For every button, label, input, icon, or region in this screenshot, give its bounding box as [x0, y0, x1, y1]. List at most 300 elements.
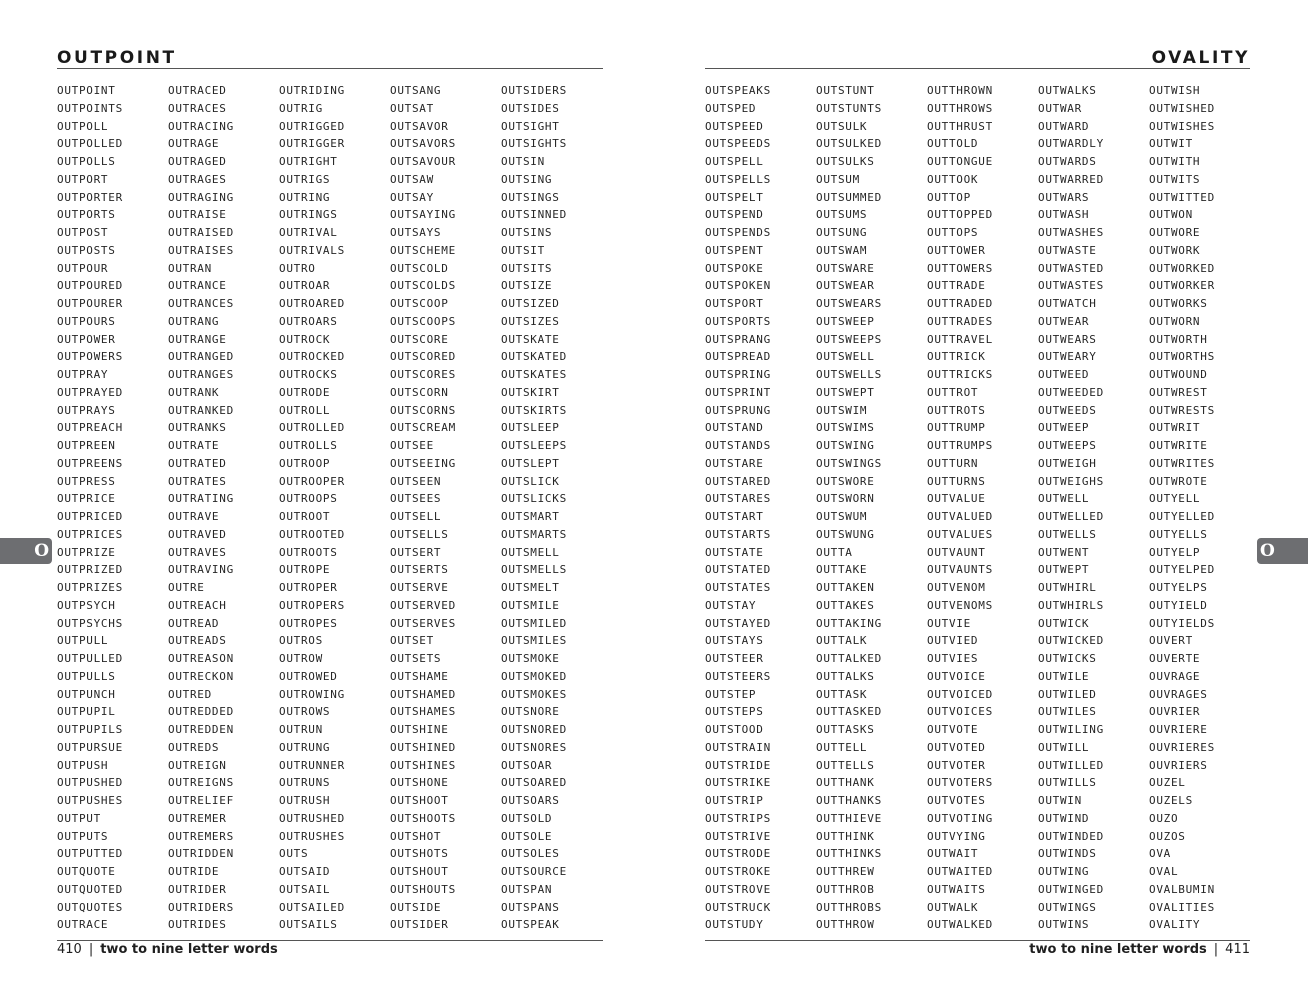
word-entry: OUTRANG — [168, 314, 220, 328]
word-entry: OUTSWELL — [816, 350, 875, 364]
word-entry: OUTWALKED — [927, 918, 993, 932]
page-header: OVALITY — [1151, 48, 1250, 68]
word-entry: OUTRANKS — [168, 421, 227, 435]
word-entry: OUTSMOKE — [501, 652, 560, 665]
word-entry: OUTREIGN — [168, 758, 227, 772]
word-entry: OUTSNORES — [501, 740, 567, 754]
word-entry: OUTTHANK — [816, 776, 875, 790]
word-entry: OUTSIZES — [501, 314, 560, 328]
word-entry: OUTSKIRT — [501, 385, 560, 399]
word-entry: OUTSERVES — [390, 616, 456, 630]
word-entry: OUTTRADES — [927, 314, 993, 328]
word-entry: OUTTROT — [927, 385, 979, 399]
word-entry: OUTVOTER — [927, 758, 986, 772]
word-entry: OUTROCK — [279, 332, 331, 346]
word-entry: OUTSPEED — [705, 119, 764, 133]
word-entry: OUTSCOOP — [390, 297, 449, 310]
word-entry: OUTSPENT — [705, 243, 764, 257]
word-entry: OUTREIGNS — [168, 776, 234, 790]
word-entry: OUTROLL — [279, 403, 331, 417]
word-column — [390, 82, 501, 934]
word-entry: OUTTHROWN — [927, 84, 993, 97]
right-page — [654, 0, 1308, 1000]
word-entry: OUTYELP — [1149, 545, 1201, 559]
word-entry: OUTSINGS — [501, 190, 560, 204]
word-entry: OUTROW — [279, 652, 323, 665]
word-entry: OUTSCHEME — [390, 243, 456, 257]
word-entry: OUTSEEING — [390, 456, 456, 470]
word-entry: OUTSITS — [501, 261, 553, 275]
word-entry: OUTPUPIL — [57, 705, 116, 719]
letter-tab-label: O — [34, 541, 49, 561]
word-entry: OUTSET — [390, 634, 434, 648]
word-entry: OUTSTEER — [705, 652, 764, 665]
word-entry: OUTQUOTES — [57, 900, 123, 914]
word-entry: OUTTHROB — [816, 882, 875, 896]
word-entry: OUTWORKED — [1149, 261, 1215, 275]
word-entry: OUTROWING — [279, 687, 345, 701]
word-entry: OUTTALKED — [816, 652, 882, 665]
word-entry: OUTTOLD — [927, 137, 979, 151]
word-entry: OUTVIE — [927, 616, 971, 630]
word-entry: OUTRUNG — [279, 740, 331, 754]
word-entry: OUTWISH — [1149, 84, 1201, 97]
word-entry: OUTYIELDS — [1149, 616, 1215, 630]
word-entry: OUTQUOTED — [57, 882, 123, 896]
word-entry: OUTSNORED — [501, 723, 567, 736]
word-entry: OUTWORTH — [1149, 332, 1208, 346]
word-entry: OUTTONGUE — [927, 155, 993, 168]
word-entry: OUTWORKS — [1149, 297, 1208, 310]
word-entry: OUTSLEEPS — [501, 439, 567, 452]
word-entry: OUTWON — [1149, 208, 1193, 222]
word-column — [816, 82, 927, 934]
word-entry: OUTTRADED — [927, 297, 993, 310]
word-entry: OUTTHROW — [816, 918, 875, 932]
word-entry: OUTSWEARS — [816, 297, 882, 310]
header-rule — [57, 68, 603, 69]
word-entry: OUTSTROKE — [705, 865, 771, 878]
word-entry: OUTRUSH — [279, 794, 331, 807]
word-entry: OUTSERVED — [390, 598, 456, 612]
word-entry: OUTSOARS — [501, 794, 560, 807]
word-entry: OUTSELL — [390, 510, 442, 523]
word-entry: OUTWEIGH — [1038, 456, 1097, 470]
word-column — [168, 82, 279, 934]
word-entry: OUTROOP — [279, 456, 331, 470]
word-entry: OUTSWORE — [816, 474, 875, 488]
word-entry: OUTYELL — [1149, 492, 1201, 506]
word-entry: OUTRATED — [168, 456, 227, 470]
word-entry: OUTSWIM — [816, 403, 868, 417]
word-entry: OUTRODE — [279, 385, 331, 399]
word-entry: OUTRATE — [168, 439, 220, 452]
word-entry: OUTRIGGER — [279, 137, 345, 151]
word-entry: OUTRAVE — [168, 510, 220, 523]
word-entry: OUTWHIRLS — [1038, 598, 1104, 612]
word-entry: OUTTOPPED — [927, 208, 993, 222]
word-entry: OUTSING — [501, 172, 553, 186]
word-entry: OUTVYING — [927, 829, 986, 843]
word-entry: OUTWASTE — [1038, 243, 1097, 257]
word-entry: OUTWATCH — [1038, 297, 1097, 310]
word-entry: OUTPRIZES — [57, 581, 123, 594]
word-entry: OUTWAITED — [927, 865, 993, 878]
word-entry: OUTWELL — [1038, 492, 1090, 506]
word-entry: OUTWRITE — [1149, 439, 1208, 452]
word-entry: OUTWINDS — [1038, 847, 1097, 861]
word-entry: OUTRIGGED — [279, 119, 345, 133]
word-entry: OUVERT — [1149, 634, 1193, 648]
word-entry: OUZEL — [1149, 776, 1186, 790]
word-entry: OUTTELLS — [816, 758, 875, 772]
word-entry: OUVRIERS — [1149, 758, 1208, 772]
word-entry: OUTSLEEP — [501, 421, 560, 435]
word-entry: OUTSUMS — [816, 208, 868, 222]
word-entry: OUTSTATE — [705, 545, 764, 559]
word-entry: OUTRAGED — [168, 155, 227, 168]
word-entry: OUTWEED — [1038, 368, 1090, 381]
letter-tab — [1257, 538, 1308, 564]
word-entry: OUTWIND — [1038, 811, 1090, 825]
word-entry: OVALITY — [1149, 918, 1201, 932]
word-entry: OUTSTRIVE — [705, 829, 771, 843]
word-entry: OUTRANGED — [168, 350, 234, 364]
word-entry: OUTPRAY — [57, 368, 109, 381]
word-entry: OUTRANK — [168, 385, 220, 399]
word-entry: OUTWORE — [1149, 226, 1201, 239]
word-entry: OUTVALUE — [927, 492, 986, 506]
word-entry: OUZOS — [1149, 829, 1186, 843]
word-entry: OUTSERVE — [390, 581, 449, 594]
word-entry: OUTPOURS — [57, 314, 116, 328]
word-entry: OUTSTRIKE — [705, 776, 771, 790]
word-entry: OUTSTEPS — [705, 705, 764, 719]
header-rule — [705, 68, 1250, 69]
word-entry: OUTWARDS — [1038, 155, 1097, 168]
word-entry: OUTSTRUCK — [705, 900, 771, 914]
footer-rule — [705, 940, 1250, 941]
word-entry: OUTRIG — [279, 101, 323, 115]
word-entry: OUTPOWERS — [57, 350, 123, 364]
word-entry: OUTSTRIP — [705, 794, 764, 807]
word-entry: OUTREDDEN — [168, 723, 234, 736]
word-entry: OUTS — [279, 847, 309, 861]
word-entry: OUTPULL — [57, 634, 109, 648]
word-entry: OUTRUNNER — [279, 758, 345, 772]
word-entry: OUTWICK — [1038, 616, 1090, 630]
word-entry: OUTSOAR — [501, 758, 553, 772]
word-entry: OUTVOTING — [927, 811, 993, 825]
word-entry: OUTPUSHED — [57, 776, 123, 790]
word-entry: OUTWARS — [1038, 190, 1090, 204]
word-entry: OUTRUN — [279, 723, 323, 736]
word-entry: OUTPOINTS — [57, 101, 123, 115]
word-entry: OUTSTATES — [705, 581, 771, 594]
word-entry: OUTRING — [279, 190, 331, 204]
word-entry: OUTRELIEF — [168, 794, 234, 807]
word-entry: OUTROARED — [279, 297, 345, 310]
word-entry: OUTROCKED — [279, 350, 345, 364]
word-entry: OUTSPEEDS — [705, 137, 771, 151]
word-entry: OUTSHAMES — [390, 705, 456, 719]
word-entry: OUTSCREAM — [390, 421, 456, 435]
word-entry: OUTPOURER — [57, 297, 123, 310]
word-entry: OUTSMELLS — [501, 563, 567, 577]
word-entry: OUTWENT — [1038, 545, 1090, 559]
word-entry: OUTRANGES — [168, 368, 234, 381]
word-entry: OUTROAR — [279, 279, 331, 293]
word-entry: OUTWASH — [1038, 208, 1090, 222]
word-entry: OUTPRICED — [57, 510, 123, 523]
word-entry: OUTWINS — [1038, 918, 1090, 932]
word-entry: OUTREDDED — [168, 705, 234, 719]
word-entry: OUTWORTHS — [1149, 350, 1215, 364]
word-entry: OUTVOTERS — [927, 776, 993, 790]
word-entry: OUTSHAME — [390, 669, 449, 683]
word-entry: OUTWILING — [1038, 723, 1104, 736]
word-entry: OUTWRESTS — [1149, 403, 1215, 417]
word-entry: OUTWINDED — [1038, 829, 1104, 843]
word-entry: OUTWEIGHS — [1038, 474, 1104, 488]
word-entry: OUTPREACH — [57, 421, 123, 435]
word-entry: OUTTOWER — [927, 243, 986, 257]
word-entry: OUTRIDERS — [168, 900, 234, 914]
word-entry: OUTSOLE — [501, 829, 553, 843]
word-entry: OUTYELPS — [1149, 581, 1208, 594]
word-entry: OUTWISHED — [1149, 101, 1215, 115]
word-entry: OUTWARDLY — [1038, 137, 1104, 151]
word-entry: OUTPORT — [57, 172, 109, 186]
word-entry: OUTSPRING — [705, 368, 771, 381]
word-entry: OUTSCORNS — [390, 403, 456, 417]
word-entry: OUTRAISED — [168, 226, 234, 239]
word-entry: OUTRAN — [168, 261, 212, 275]
word-entry: OUTSCORE — [390, 332, 449, 346]
word-entry: OUTTAKE — [816, 563, 868, 577]
word-entry: OUTWISHES — [1149, 119, 1215, 133]
word-entry: OUTSAILS — [279, 918, 338, 932]
word-entry: OUTSWEAR — [816, 279, 875, 293]
word-entry: OUTSPRINT — [705, 385, 771, 399]
word-entry: OUTWEEP — [1038, 421, 1090, 435]
word-entry: OUTSHONE — [390, 776, 449, 790]
word-entry: OUTSLICKS — [501, 492, 567, 506]
word-entry: OUTWITS — [1149, 172, 1201, 186]
word-entry: OUTROPE — [279, 563, 331, 577]
word-entry: OUTVAUNT — [927, 545, 986, 559]
word-entry: OUTPOURED — [57, 279, 123, 293]
word-entry: OUTSPED — [705, 101, 757, 115]
word-entry: OUTPULLS — [57, 669, 116, 683]
page-header: OUTPOINT — [57, 48, 177, 68]
word-entry: OUTWORK — [1149, 243, 1201, 257]
word-entry: OUTSTARE — [705, 456, 764, 470]
word-entry: OUTSTRAIN — [705, 740, 771, 754]
word-entry: OUTSHINED — [390, 740, 456, 754]
word-entry: OUTPRESS — [57, 474, 116, 488]
word-entry: OUTSPORT — [705, 297, 764, 310]
word-column — [1149, 82, 1260, 934]
word-entry: OUTPSYCH — [57, 598, 116, 612]
word-entry: OUTYELPED — [1149, 563, 1215, 577]
word-entry: OUTTELL — [816, 740, 868, 754]
word-entry: OUTPOINT — [57, 84, 116, 97]
word-entry: OUTSTAYED — [705, 616, 771, 630]
word-entry: OUTTHREW — [816, 865, 875, 878]
word-entry: OUTWRITES — [1149, 456, 1215, 470]
word-entry: OUTSULK — [816, 119, 868, 133]
word-entry: OUTRUNS — [279, 776, 331, 790]
word-entry: OUTTRICKS — [927, 368, 993, 381]
word-entry: OUTPRICES — [57, 527, 123, 541]
footer-rule — [57, 940, 603, 941]
word-column — [279, 82, 390, 934]
word-entry: OUTWROTE — [1149, 474, 1208, 488]
word-entry: OUTTHIEVE — [816, 811, 882, 825]
word-entry: OUTWIT — [1149, 137, 1193, 151]
word-entry: OUTSPOKEN — [705, 279, 771, 293]
word-entry: OUTRIDE — [168, 865, 220, 878]
word-entry: OUTSERT — [390, 545, 442, 559]
word-entry: OUTREAD — [168, 616, 220, 630]
word-entry: OUTRANCES — [168, 297, 234, 310]
word-entry: OUTROOPS — [279, 492, 338, 506]
word-entry: OUTSTAND — [705, 421, 764, 435]
word-entry: OUVRAGES — [1149, 687, 1208, 701]
word-entry: OUTVIES — [927, 652, 979, 665]
word-entry: OUTWALKS — [1038, 84, 1097, 97]
word-entry: OUTWELLED — [1038, 510, 1104, 523]
word-entry: OVA — [1149, 847, 1171, 861]
word-entry: OUTSAYING — [390, 208, 456, 222]
word-entry: OUTSIN — [501, 155, 545, 168]
word-entry: OUTRATES — [168, 474, 227, 488]
word-entry: OUTTALK — [816, 634, 868, 648]
word-entry: OUVERTE — [1149, 652, 1201, 665]
word-entry: OUTRAVED — [168, 527, 227, 541]
word-entry: OUTWREST — [1149, 385, 1208, 399]
word-entry: OUTSOLD — [501, 811, 553, 825]
word-entry: OUTTROTS — [927, 403, 986, 417]
word-entry: OUTTALKS — [816, 669, 875, 683]
word-entry: OUTSCORES — [390, 368, 456, 381]
word-entry: OUTWILED — [1038, 687, 1097, 701]
page-number: 411 — [1225, 942, 1250, 957]
word-entry: OUTPORTS — [57, 208, 116, 222]
word-entry: OUTSAVOUR — [390, 155, 456, 168]
word-entry: OUTPRICE — [57, 492, 116, 506]
word-entry: OUTPRAYED — [57, 385, 123, 399]
word-entry: OUTSIT — [501, 243, 545, 257]
word-entry: OUTWAIT — [927, 847, 979, 861]
word-entry: OUTYELLED — [1149, 510, 1215, 523]
word-column — [501, 82, 612, 934]
word-entry: OUTSERTS — [390, 563, 449, 577]
word-entry: OUTPREENS — [57, 456, 123, 470]
word-entry: OUTRAISES — [168, 243, 234, 257]
word-entry: OUTSAY — [390, 190, 434, 204]
word-entry: OUTTRICK — [927, 350, 986, 364]
word-entry: OUTPUSH — [57, 758, 109, 772]
word-entry: OUTSLEPT — [501, 456, 560, 470]
word-entry: OUTSPELLS — [705, 172, 771, 186]
word-entry: OUTSOLES — [501, 847, 560, 861]
word-entry: OUTRIGS — [279, 172, 331, 186]
word-entry: OUTWELLS — [1038, 527, 1097, 541]
word-entry: OUTSKATES — [501, 368, 567, 381]
word-entry: OUTWIN — [1038, 794, 1082, 807]
word-entry: OUTREACH — [168, 598, 227, 612]
word-entry: OUTSTRODE — [705, 847, 771, 861]
word-entry: OUTRECKON — [168, 669, 234, 683]
word-entry: OUTROPERS — [279, 598, 345, 612]
word-entry: OUTWORN — [1149, 314, 1201, 328]
word-entry: OUTSHINE — [390, 723, 449, 736]
word-entry: OUTREMER — [168, 811, 227, 825]
word-entry: OUTSOARED — [501, 776, 567, 790]
word-entry: OUTSHOUTS — [390, 882, 456, 896]
word-entry: OUTSKIRTS — [501, 403, 567, 417]
word-entry: OUTTHROWS — [927, 101, 993, 115]
word-entry: OUTYELLS — [1149, 527, 1208, 541]
word-entry: OUTROOT — [279, 510, 331, 523]
word-entry: OUTTHINKS — [816, 847, 882, 861]
word-entry: OUTTURNS — [927, 474, 986, 488]
word-entry: OUTSTAY — [705, 598, 757, 612]
word-entry: OUTPUSHES — [57, 794, 123, 807]
word-entry: OUTWICKED — [1038, 634, 1104, 648]
word-entry: OUTRAGING — [168, 190, 234, 204]
word-entry: OUTSCORN — [390, 385, 449, 399]
word-entry: OUTSPEAKS — [705, 84, 771, 97]
word-entry: OUTRATING — [168, 492, 234, 506]
word-entry: OUTWASTED — [1038, 261, 1104, 275]
word-entry: OUTTRAVEL — [927, 332, 993, 346]
word-entry: OUTTRADE — [927, 279, 986, 293]
word-entry: OUTPSYCHS — [57, 616, 123, 630]
word-entry: OUTRACING — [168, 119, 234, 133]
page-number: 410 — [57, 942, 82, 957]
word-column — [57, 82, 168, 934]
word-entry: OUTSAW — [390, 172, 434, 186]
word-entry: OUTSAT — [390, 101, 434, 115]
word-entry: OUTTRUMP — [927, 421, 986, 435]
word-entry: OUTROLLED — [279, 421, 345, 435]
word-entry: OUTRUSHED — [279, 811, 345, 825]
word-entry: OUTSUNG — [816, 226, 868, 239]
word-entry: OUTSKATE — [501, 332, 560, 346]
word-entry: OUTRIDES — [168, 918, 227, 932]
word-entry: OUTSINNED — [501, 208, 567, 222]
word-entry: OUTSTEP — [705, 687, 757, 701]
word-entry: OUTSIGHT — [501, 119, 560, 133]
word-entry: OUTSPRANG — [705, 332, 771, 346]
word-entry: OUTSTANDS — [705, 439, 771, 452]
word-entry: OUTSHOTS — [390, 847, 449, 861]
word-entry: OUTTOOK — [927, 172, 979, 186]
page-footer — [57, 942, 278, 957]
word-entry: OUTPOLL — [57, 119, 109, 133]
word-entry: OUTROLLS — [279, 439, 338, 452]
word-entry: OUTSMOKES — [501, 687, 567, 701]
word-entry: OUTQUOTE — [57, 865, 116, 878]
page-footer — [1029, 942, 1250, 957]
word-entry: OUTTAKEN — [816, 581, 875, 594]
word-entry: OUTWEPT — [1038, 563, 1090, 577]
word-entry: OUTSIDES — [501, 101, 560, 115]
word-entry: OUTPOSTS — [57, 243, 116, 257]
